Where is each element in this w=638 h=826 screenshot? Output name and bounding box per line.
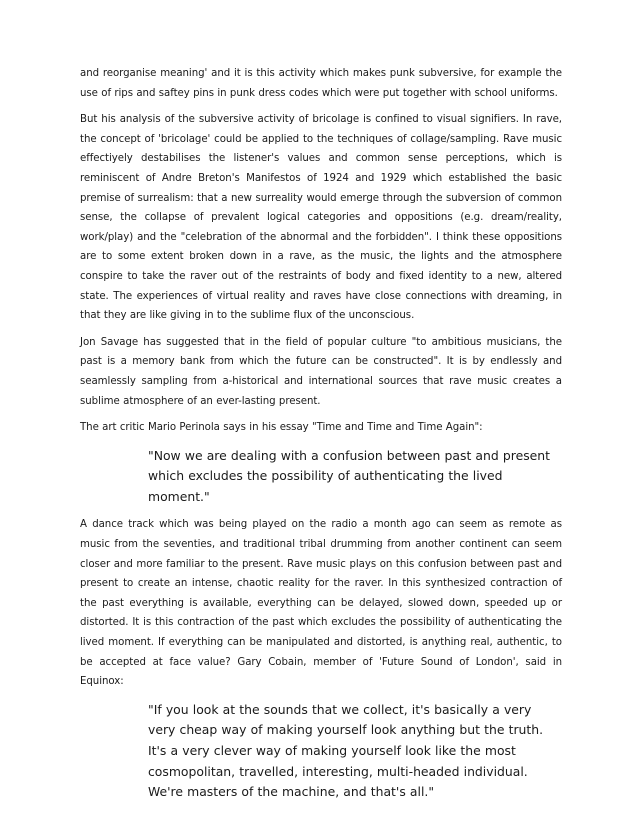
paragraph-perinola-intro: The art critic Mario Perinola says in his essay "Time and Time and Time Again":	[80, 422, 483, 434]
paragraph-punk-subversion: and reorganise meaning' and it is this activity which makes punk subversive, for example the use of rips and saftey pins in punk dress codes which were put together with school uniforms.	[80, 68, 562, 99]
paragraph-dance-track: A dance track which was being played on the radio a month ago can seem as remote as music from the seventies, and traditional tribal drumming from another continent can seem closer and more familiar to the present. Rave music plays on this confusion between past and present to create an intense, chaotic reality for the raver. In this synthesized contraction of the past everything is available, everything can be delayed, slowed down, speeded up or distorted. It is this contraction of the past which excludes the possibility of authenticating the lived moment. If everything can be manipulated and distorted, is anything real, authentic, to be accepted at face value? Gary Cobain, member of 'Future Sound of London', said in Equinox:	[80, 519, 562, 688]
paragraph-jon-savage: Jon Savage has suggested that in the field of popular culture "to ambitious musicians, the past is a memory bank from which the future can be constructed". It is by endlessly and seamlessly sampling from a-historical and international sources that rave music creates a sublime atmosphere of an ever-lasting present.	[80, 336, 562, 407]
document-page	[80, 64, 562, 810]
block-quote-perinola: "Now we are dealing with a confusion between past and present which excludes the possibility of authenticating the lived moment."	[148, 447, 550, 504]
block-quote-gary-cobain: "If you look at the sounds that we collect, it's basically a very very cheap way of making yourself look anything but the truth. It's a very clever way of making yourself look like the most cosmopolitan, travelled, interesting, multi-headed individual. We're masters of the machine, and that's all."	[148, 701, 544, 800]
paragraph-bricolage: But his analysis of the subversive activity of bricolage is confined to visual signifiers. In rave, the concept of 'bricolage' could be applied to the techniques of collage/sampling. Rave music effectiyely destabilises the listener's values and common sense perceptions, which is reminiscent of Andre Breton's Manifestos of 1924 and 1929 which established the basic premise of surrealism: that a new surreality would emerge through the subversion of common sense, the collapse of prevalent logical categories and oppositions (e.g. dream/reality, work/play) and the "celebration of the abnormal and the forbidden". I think these oppositions are to some extent broken down in a rave, as the music, the lights and the atmosphere conspire to take the raver out of the restraints of body and fixed identity to a new, altered state. The experiences of virtual reality and raves have close connections with dreaming, in that they are like giving in to the sublime flux of the unconscious.	[80, 114, 562, 322]
